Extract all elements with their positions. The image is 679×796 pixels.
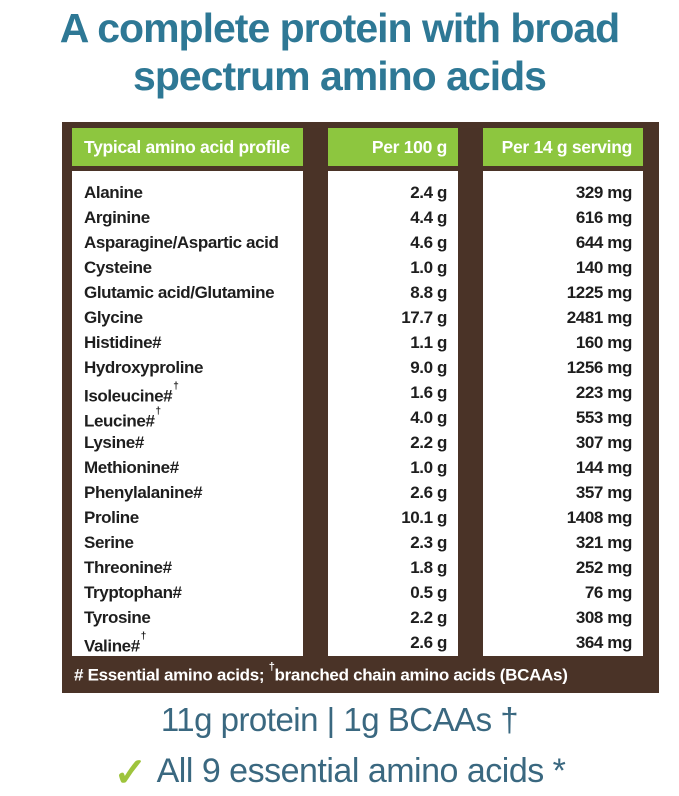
per14g-column (483, 128, 643, 656)
amino-acid-name: Serine (84, 533, 134, 552)
per14g-value: 252 mg (575, 558, 632, 577)
column-header-per100g: Per 100 g (328, 128, 458, 166)
per14g-value: 76 mg (584, 583, 632, 602)
footnote-text-1: # Essential amino acids; (74, 665, 269, 685)
per100g-value: 2.4 g (410, 183, 447, 202)
amino-acid-name: Hydroxyproline (84, 358, 204, 377)
amino-acid-name: Alanine (84, 183, 143, 202)
per14g-value: 644 mg (575, 233, 632, 252)
per100g-value: 9.0 g (410, 358, 447, 377)
amino-name-column (72, 128, 303, 656)
per14g-value: 1225 mg (566, 283, 632, 302)
page-title-line2: spectrum amino acids (133, 53, 546, 100)
column-header-profile: Typical amino acid profile (72, 128, 303, 166)
per100g-value: 1.8 g (410, 558, 447, 577)
per100g-value: 2.6 g (410, 483, 447, 502)
per100g-value: 4.0 g (410, 408, 447, 427)
amino-acid-name: Cysteine (84, 258, 152, 277)
bcaa-dagger-marker: † (140, 631, 146, 642)
amino-acid-name: Phenylalanine# (84, 483, 203, 502)
amino-name-column-body (72, 171, 303, 656)
per14g-value: 616 mg (575, 208, 632, 227)
dagger-marker: † (268, 661, 275, 673)
per100g-value: 8.8 g (410, 283, 447, 302)
per14g-value: 223 mg (575, 383, 632, 402)
protein-bcaa-summary: 11g protein | 1g BCAAs † (160, 701, 519, 738)
per14g-value: 1408 mg (566, 508, 632, 527)
checkmark-icon: ✓ (113, 751, 147, 795)
per100g-value: 2.2 g (410, 608, 447, 627)
per14g-value: 1256 mg (566, 358, 632, 377)
bcaa-dagger-marker: † (173, 381, 179, 392)
amino-acid-name: Tyrosine (84, 608, 151, 627)
amino-acid-name: Threonine# (84, 558, 172, 577)
per100g-column-body (328, 171, 458, 656)
table-footnote (72, 656, 643, 686)
amino-acid-name: Asparagine/Aspartic acid (84, 233, 279, 252)
per100g-value: 0.5 g (410, 583, 447, 602)
amino-acid-name: Glycine (84, 308, 143, 327)
table-columns (72, 128, 643, 656)
per100g-value: 1.0 g (410, 458, 447, 477)
per14g-column-body (483, 171, 643, 656)
page-title-line1: A complete protein with broad (59, 5, 620, 51)
amino-acid-name: Glutamic acid/Glutamine (84, 283, 275, 302)
page-title (0, 4, 679, 101)
amino-acid-name: Lysine# (84, 433, 144, 452)
per100g-value: 17.7 g (401, 308, 447, 327)
per14g-value: 329 mg (575, 183, 632, 202)
column-header-per14g: Per 14 g serving (483, 128, 643, 166)
per100g-value: 2.3 g (410, 533, 447, 552)
per100g-value: 1.6 g (410, 383, 447, 402)
per14g-value: 140 mg (575, 258, 632, 277)
per14g-value: 308 mg (575, 608, 632, 627)
amino-acid-name: Leucine#† (84, 406, 161, 431)
per14g-value: 364 mg (575, 633, 632, 652)
amino-acid-name: Tryptophan# (84, 583, 182, 602)
per14g-value: 553 mg (575, 408, 632, 427)
amino-acid-name: Methionine# (84, 458, 179, 477)
essential-amino-text: All 9 essential amino acids * (156, 752, 566, 790)
per100g-value: 2.6 g (410, 633, 447, 652)
per14g-value: 321 mg (575, 533, 632, 552)
per100g-value: 4.4 g (410, 208, 447, 227)
bcaa-dagger-marker: † (155, 406, 161, 417)
amino-acid-name: Valine#† (84, 631, 146, 656)
amino-acid-name: Histidine# (84, 333, 162, 352)
per14g-value: 307 mg (575, 433, 632, 452)
footnote-text-2: branched chain amino acids (BCAAs) (274, 665, 568, 685)
amino-acid-name: Arginine (84, 208, 150, 227)
per14g-value: 2481 mg (566, 308, 632, 327)
per100g-value: 1.1 g (410, 333, 447, 352)
essential-amino-summary (0, 750, 679, 796)
per100g-value: 2.2 g (410, 433, 447, 452)
per14g-value: 144 mg (575, 458, 632, 477)
per100g-column (328, 128, 458, 656)
amino-acid-name: Isoleucine#† (84, 381, 179, 406)
per100g-value: 10.1 g (401, 508, 447, 527)
amino-acid-table (62, 122, 659, 693)
per14g-value: 357 mg (575, 483, 632, 502)
per14g-value: 160 mg (575, 333, 632, 352)
per100g-value: 1.0 g (410, 258, 447, 277)
per100g-value: 4.6 g (410, 233, 447, 252)
amino-acid-name: Proline (84, 508, 139, 527)
